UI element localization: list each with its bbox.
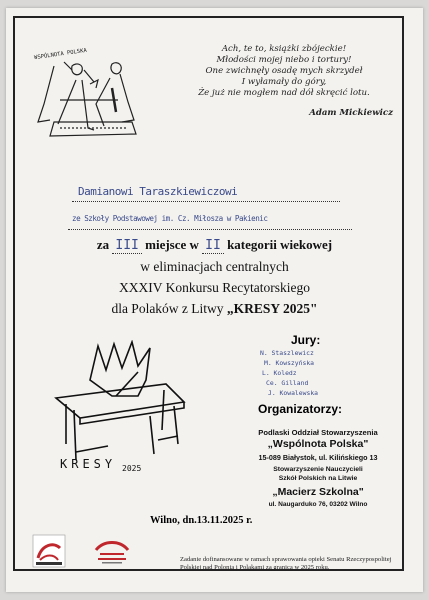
logo-caption: WSPÓLNOTA POLSKA [33, 47, 88, 62]
recipient-name: Damianowi Taraszkiewiczowi [78, 185, 238, 198]
wspolnota-polska-drawing [24, 44, 144, 144]
jury-heading: Jury: [291, 333, 321, 347]
place-line [0, 237, 429, 253]
miejsce-label: miejsce w [145, 237, 199, 252]
body-line-2: w eliminacjach centralnych [140, 259, 289, 274]
recipient-school: ze Szkoły Podstawowej im. Cz. Miłosza w Pakienic [72, 214, 268, 223]
org2-name: „Macierz Szkolna" [272, 486, 364, 498]
body-line-3: XXXIV Konkursu Recytatorskiego [119, 280, 310, 295]
jury-signature: M. Kowszyńska [264, 359, 315, 367]
school-line [68, 229, 352, 230]
org2-line2: Szkół Polskich na Litwie [278, 475, 358, 482]
senate-logo-icon [92, 534, 132, 568]
organizers-heading: Organizatorzy: [258, 402, 343, 416]
poem-line: Że już nie mogłem nad dół skręcić lotu. [198, 88, 370, 98]
poem-line: I wyłamały do góry, [241, 77, 327, 87]
jury-signature: Ce. Gilland [266, 379, 309, 387]
poem-author: Adam Mickiewicz [309, 108, 393, 118]
poem-line: Młodości mojej niebo i tortury! [216, 55, 352, 65]
kresy-bench-drawing [46, 340, 206, 475]
kresy-year: 2025 [122, 464, 142, 473]
org1-address: 15-089 Białystok, ul. Kilińskiego 13 [258, 453, 378, 462]
body-line-4 [0, 301, 429, 317]
poem-quote [169, 44, 399, 119]
place-value: III [112, 238, 141, 254]
name-line [72, 201, 340, 202]
org2-line1: Stowarzyszenie Nauczycieli [273, 466, 363, 473]
poem-line: One zwichnęły osadę mych skrzydeł [205, 66, 363, 76]
funding-note: Zadanie dofinansowane w ramach sprawowania opieki Senatu Rzeczypospolitej Polskiej nad Polonią i Polakami za granicą w 2025 roku. [180, 556, 392, 571]
issue-date: Wilno, dn.13.11.2025 r. [150, 515, 253, 526]
jury-signature: N. Staszlewicz [260, 349, 314, 357]
contest-name: „KRESY 2025" [226, 301, 318, 316]
poem-line: Ach, te to, książki zbójeckie! [221, 44, 347, 54]
org2-address: ul. Naugarduko 76, 03202 Wilno [268, 501, 368, 508]
category-value: II [202, 238, 224, 254]
org1-name: „Wspólnota Polska" [267, 438, 369, 450]
org1-line1: Podlaski Oddział Stowarzyszenia [258, 428, 378, 437]
za-label: za [96, 237, 110, 252]
kategorii-label: kategorii wiekowej [227, 237, 333, 252]
jury-signature: L. Koledz [262, 369, 297, 377]
kresy-wordmark: KRESY [60, 457, 117, 471]
wspolnota-polska-logo-icon [32, 534, 66, 568]
jury-signature: J. Kowalewska [268, 389, 319, 397]
body-line-4-text: dla Polaków z Litwy [111, 301, 227, 316]
jury-signatures [260, 348, 380, 398]
